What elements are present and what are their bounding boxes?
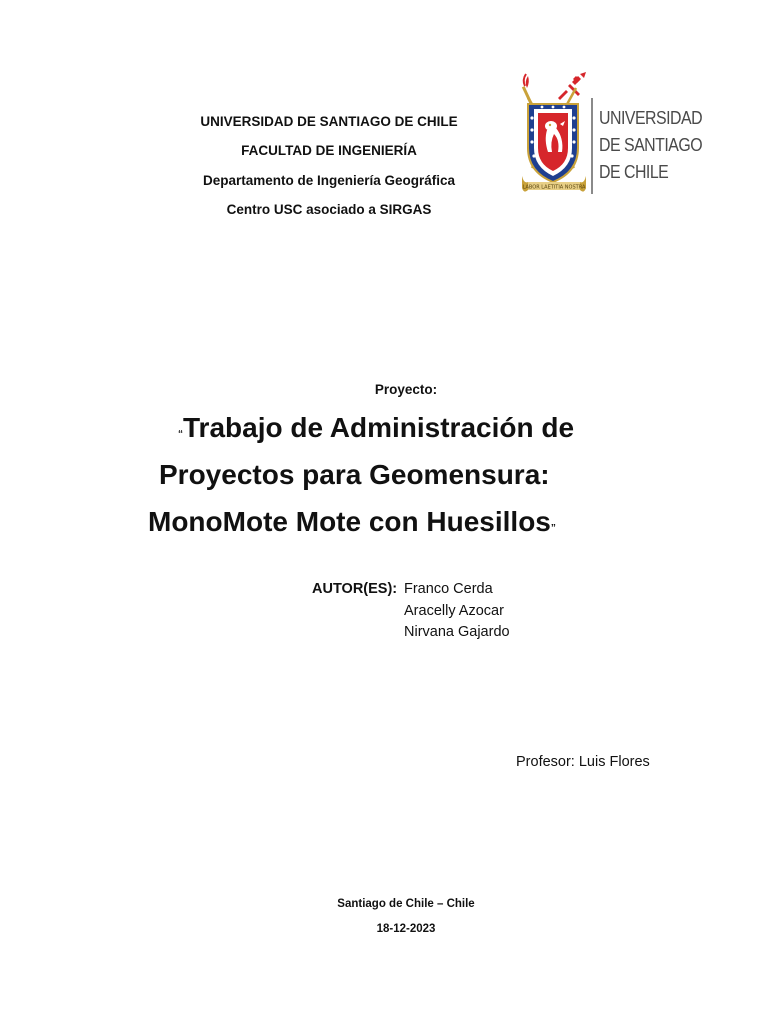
- project-label: Proyecto:: [374, 382, 438, 397]
- open-quote: “: [178, 429, 183, 440]
- authors-label: [312, 581, 397, 597]
- logo-text-line1: UNIVERSIDAD: [599, 107, 703, 128]
- logo-scroll-text: LABOR LAETITIA NOSTRA: [522, 184, 586, 191]
- author-name: Franco Cerda: [404, 581, 493, 597]
- footer-place: Santiago de Chile – Chile: [337, 898, 475, 910]
- coat-of-arms-icon: [514, 68, 594, 204]
- title-text-1: Trabajo de Administración de: [183, 412, 575, 443]
- close-quote: ”: [550, 523, 556, 534]
- authors-label-text: AUTOR(ES):: [312, 581, 398, 597]
- author-name: Nirvana Gajardo: [404, 624, 510, 640]
- university-heading: UNIVERSIDAD DE SANTIAGO DE CHILE: [200, 114, 458, 129]
- professor: Profesor: Luis Flores: [516, 754, 650, 770]
- footer-date: 18-12-2023: [376, 923, 436, 935]
- logo-divider: [591, 98, 593, 194]
- project-title-line1: [178, 411, 574, 452]
- department-heading: Departamento de Ingeniería Geográfica: [202, 173, 456, 188]
- author-name: Aracelly Azocar: [404, 603, 504, 619]
- title-text-3: MonoMote Mote con Huesillos: [148, 506, 551, 537]
- logo-text-line3: DE CHILE: [599, 161, 669, 182]
- torch-icon: [522, 74, 533, 105]
- center-heading: Centro USC asociado a SIRGAS: [226, 202, 432, 217]
- faculty-heading: FACULTAD DE INGENIERÍA: [241, 143, 417, 158]
- project-title-line2: Proyectos para Geomensura:: [159, 459, 550, 490]
- logo-text-line2: DE SANTIAGO: [599, 134, 703, 155]
- project-title-line3: [148, 505, 556, 546]
